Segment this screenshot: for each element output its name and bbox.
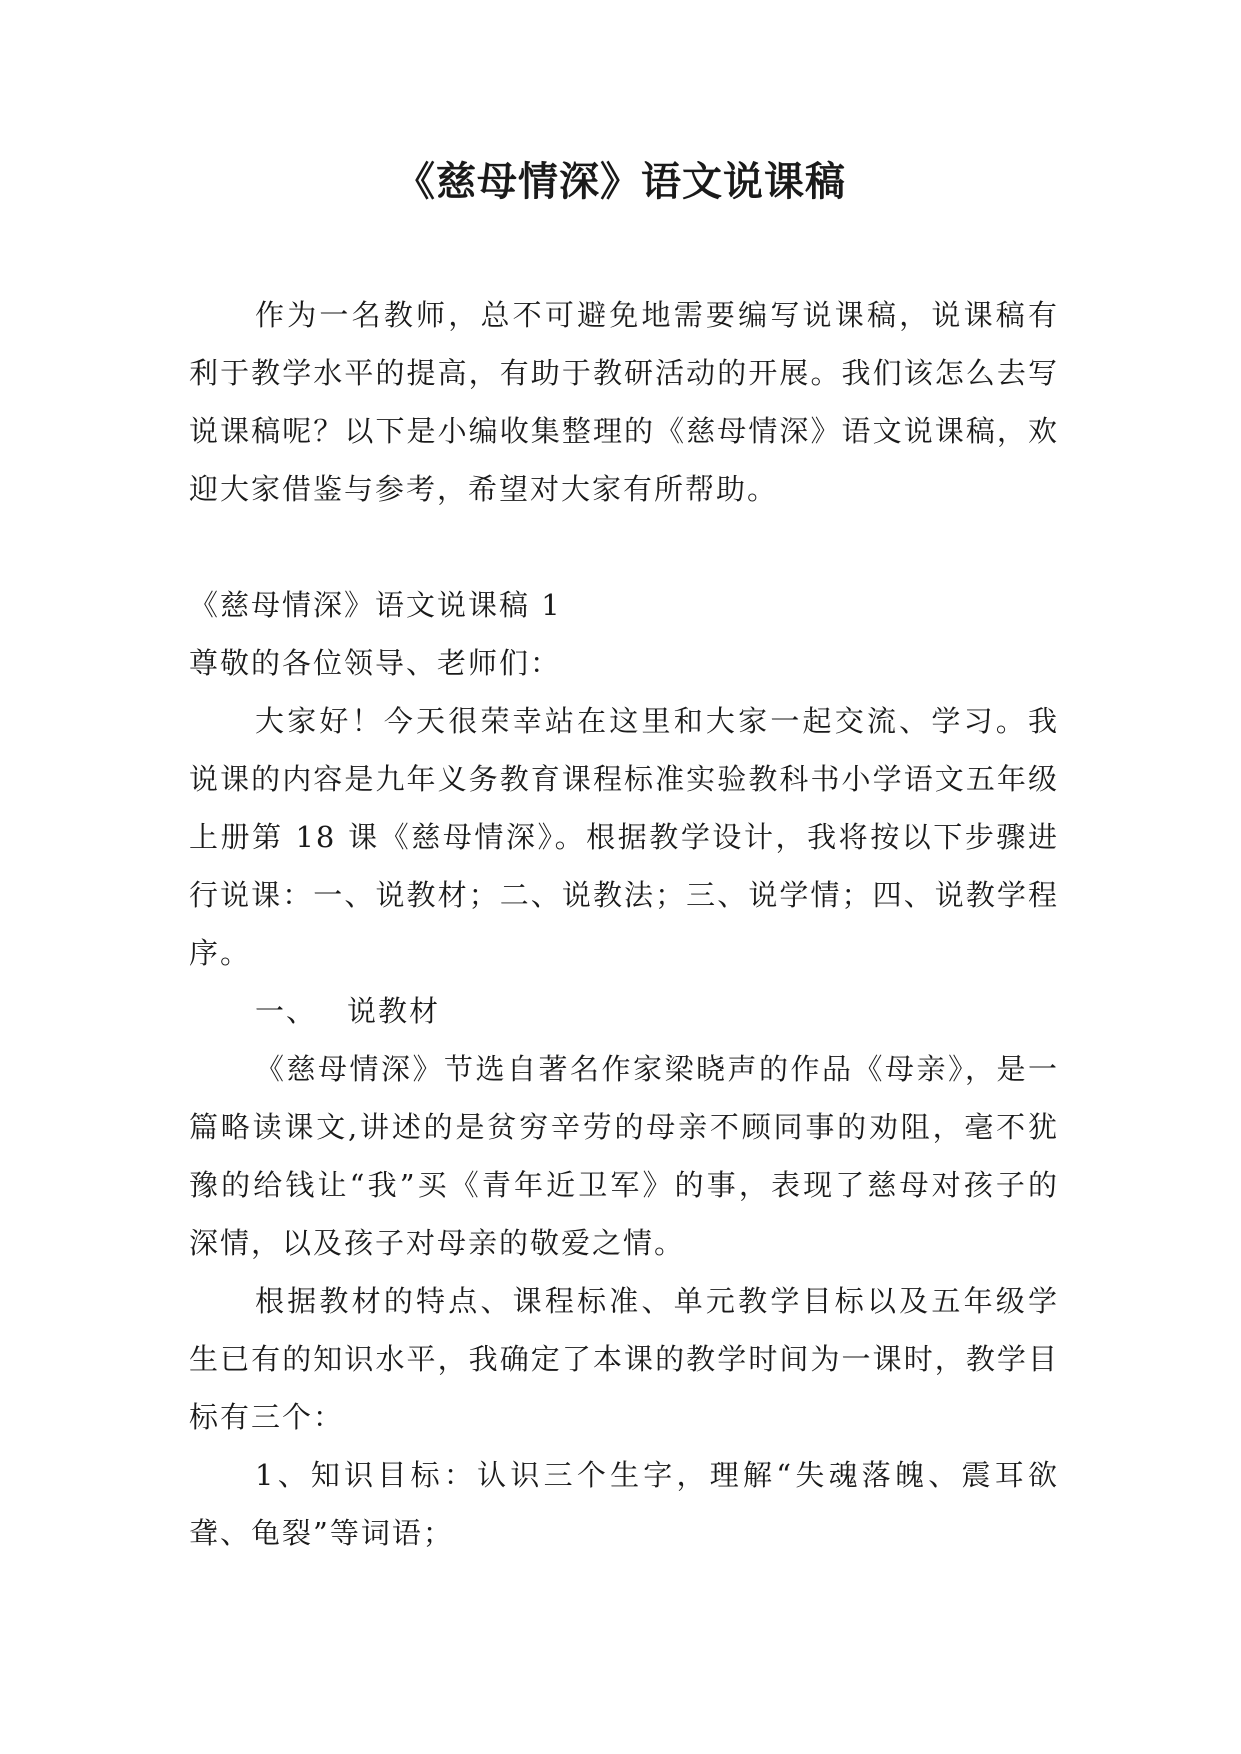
section-heading-materials xyxy=(189,982,1059,1040)
greeting-line: 尊敬的各位领导、老师们： xyxy=(189,646,562,680)
intro-paragraph: 作为一名教师，总不可避免地需要编写说课稿，说课稿有利于教学水平的提高，有助于教研活动的开展。我们该怎么去写说课稿呢？以下是小编收集整理的《慈母情深》语文说课稿，欢迎大家借鉴与参考，希望对大家有所帮助。 xyxy=(189,298,1059,506)
goal-item-1: 1、知识目标：认识三个生字，理解“失魂落魄、震耳欲聋、龟裂”等词语； xyxy=(189,1458,1059,1550)
goals-paragraph: 根据教材的特点、课程标准、单元教学目标以及五年级学生已有的知识水平，我确定了本课的教学时间为一课时，教学目标有三个： xyxy=(189,1284,1059,1434)
section-subtitle: 《慈母情深》语文说课稿 1 xyxy=(189,588,562,622)
paragraph-gap xyxy=(189,518,1059,576)
document-title: 《慈母情深》语文说课稿 xyxy=(395,159,846,205)
opening-paragraph: 大家好！今天很荣幸站在这里和大家一起交流、学习。我说课的内容是九年义务教育课程标准实验教科书小学语文五年级上册第 18 课《慈母情深》。根据教学设计，我将按以下步骤进行说课：一、说教材；二、说教法；三、说学情；四、说教学程序。 xyxy=(189,704,1059,970)
materials-paragraph: 《慈母情深》节选自著名作家梁晓声的作品《母亲》，是一篇略读课文,讲述的是贫穷辛劳的母亲不顾同事的劝阻，毫不犹豫的给钱让“我”买《青年近卫军》的事，表现了慈母对孩子的深情，以及孩子对母亲的敬爱之情。 xyxy=(189,1052,1059,1260)
section-heading-text: 说教材 xyxy=(347,994,441,1028)
document-body xyxy=(189,286,1059,1562)
section-number: 一、 xyxy=(255,994,318,1028)
